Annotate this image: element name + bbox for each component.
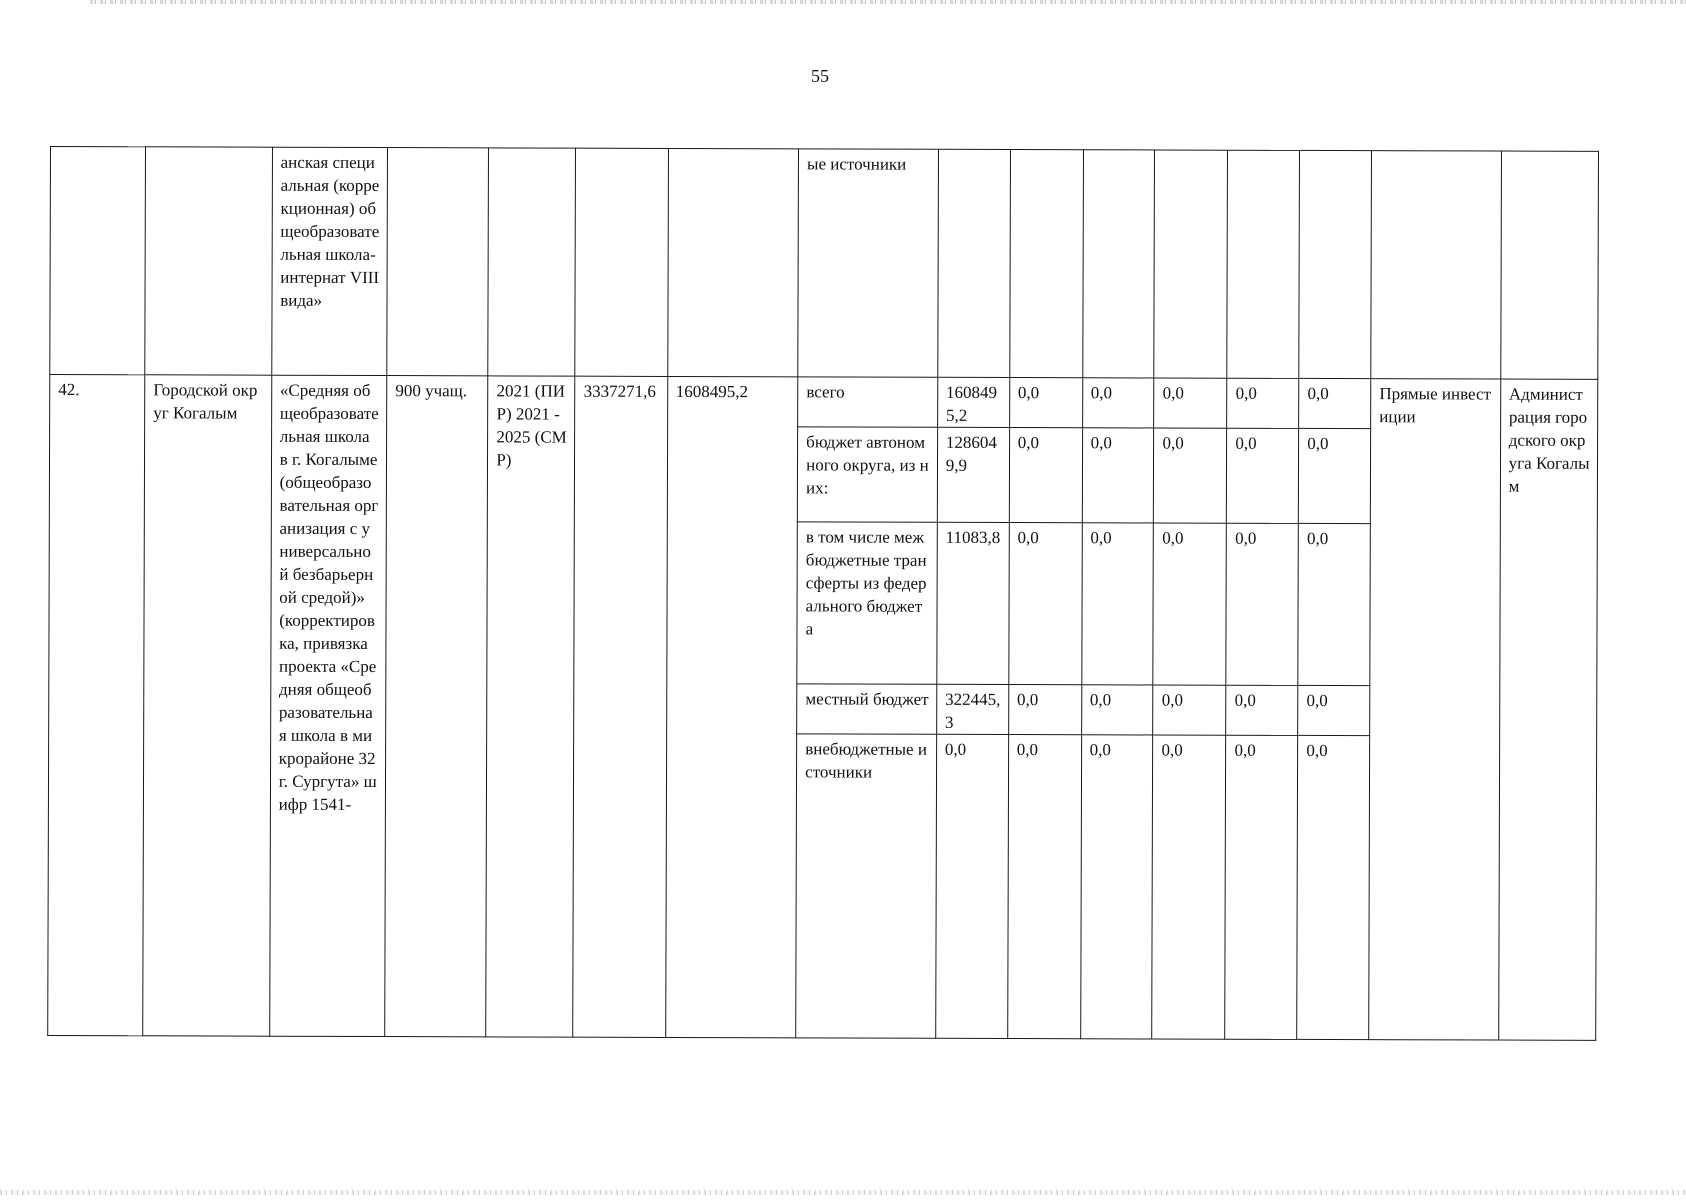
funding-year-cell: 0,0 <box>1082 428 1154 523</box>
funding-year-cell: 0,0 <box>1226 685 1298 735</box>
estimated-cost-cell: 3337271,6 <box>573 376 667 1037</box>
funding-total-cell: 1286049,9 <box>937 427 1009 522</box>
funding-year-cell: 0,0 <box>1227 428 1299 523</box>
customer-cell: Администрация городского округа Когалым <box>1498 379 1597 1040</box>
continuation-object-name: анская специальная (коррекционная) общеобразовательная школа-интернат VIII вида» <box>271 147 387 375</box>
funding-year-cell: 0,0 <box>1009 523 1082 685</box>
scan-edge-bottom <box>0 1190 1686 1195</box>
funding-year-cell: 0,0 <box>1226 523 1298 685</box>
table-row <box>50 375 1598 430</box>
years-cell: 2021 (ПИР) 2021 - 2025 (СМР) <box>486 376 575 1037</box>
funding-year-cell: 0,0 <box>1298 523 1370 685</box>
mechanism-cell: Прямые инвестиции <box>1369 379 1501 1040</box>
funding-year-cell: 0,0 <box>1297 735 1370 1039</box>
funding-year-cell: 0,0 <box>1299 378 1371 428</box>
object-name-cell: «Средняя общеобразовательная школа в г. Когалыме (общеобразовательная организация с универсальной безбарьерной средой)» (корректировка, привязка проекта «Средняя общеобразовательная школа в микрорайоне 32 г. Сургута» шифр 1541- <box>269 375 386 1036</box>
funding-year-cell: 0,0 <box>1082 378 1154 428</box>
funding-total-cell: 322445,3 <box>936 684 1008 734</box>
page-number: 55 <box>811 66 829 86</box>
funding-total-cell: 1608495,2 <box>937 377 1009 427</box>
funding-year-cell: 0,0 <box>1081 685 1153 735</box>
funding-year-cell: 0,0 <box>1225 735 1298 1039</box>
continuation-source: ые источники <box>798 149 938 377</box>
funding-year-cell: 0,0 <box>1153 685 1226 735</box>
funding-source-cell: местный бюджет <box>797 684 937 734</box>
scan-edge-top <box>90 0 1686 4</box>
funding-year-cell: 0,0 <box>1009 428 1082 523</box>
funding-year-cell: 0,0 <box>1152 735 1226 1039</box>
funding-year-cell: 0,0 <box>1154 378 1227 428</box>
funding-year-cell: 0,0 <box>1080 735 1153 1039</box>
funding-source-cell: внебюджетные источники <box>796 734 937 1038</box>
total-amount-cell: 1608495,2 <box>665 376 798 1037</box>
funding-year-cell: 0,0 <box>1298 685 1370 735</box>
funding-year-cell: 0,0 <box>1081 523 1153 685</box>
continuation-row <box>50 147 1599 380</box>
municipality-cell: Городской округ Когалым <box>143 375 272 1036</box>
capacity-cell: 900 учащ. <box>385 376 488 1037</box>
funding-total-cell: 11083,8 <box>937 522 1009 684</box>
funding-source-cell: бюджет автономного округа, из них: <box>797 427 937 522</box>
funding-year-cell: 0,0 <box>1299 428 1371 523</box>
funding-year-cell: 0,0 <box>1009 378 1082 428</box>
row-number: 42. <box>48 375 145 1036</box>
funding-year-cell: 0,0 <box>1154 428 1227 523</box>
funding-year-cell: 0,0 <box>1007 735 1081 1039</box>
funding-source-cell: в том числе межбюджетные трансферты из федерального бюджета <box>797 522 937 684</box>
funding-total-cell: 0,0 <box>936 734 1009 1038</box>
funding-year-cell: 0,0 <box>1008 685 1081 735</box>
funding-source-cell: всего <box>798 377 938 427</box>
funding-year-cell: 0,0 <box>1227 378 1299 428</box>
investment-table <box>47 146 1599 1041</box>
funding-year-cell: 0,0 <box>1153 523 1226 685</box>
